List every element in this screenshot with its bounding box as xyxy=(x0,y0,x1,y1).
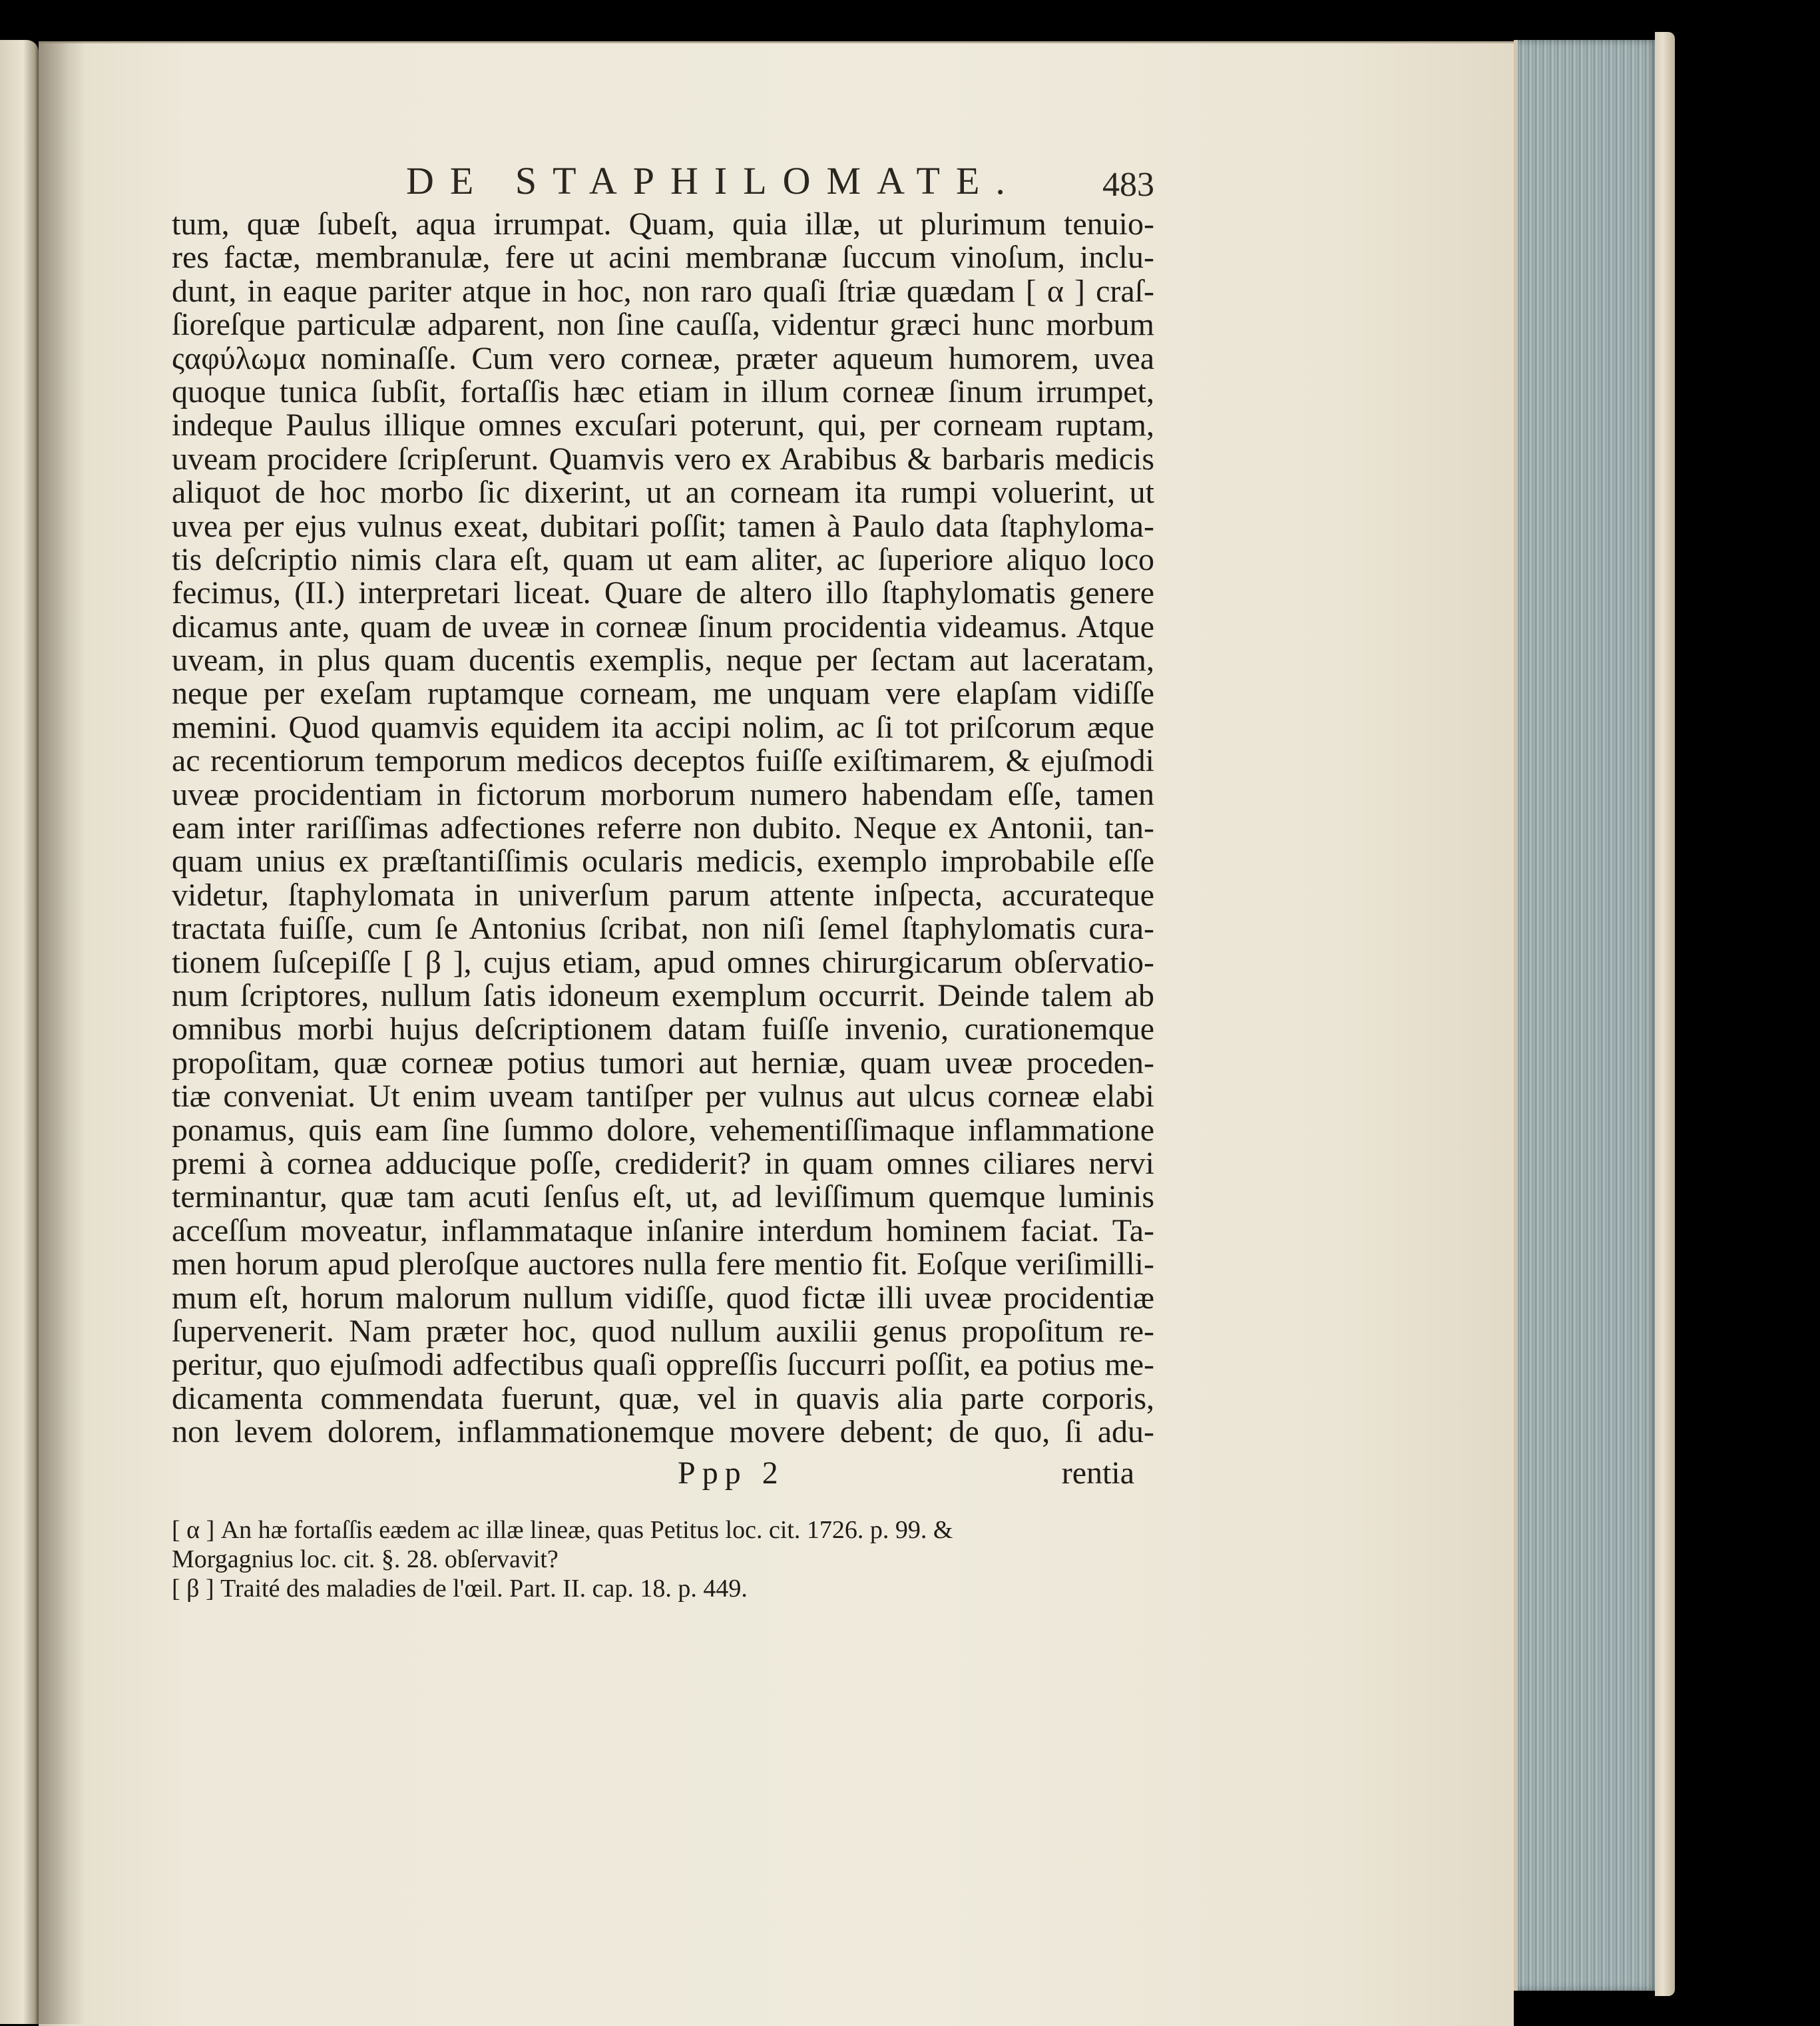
text-line: fecimus, (II.) interpretari liceat. Quare de altero illo ſtaphylomatis genere xyxy=(172,577,1154,611)
text-line: men horum apud pleroſque auctores nulla fere mentio fit. Eoſque veriſimilli- xyxy=(172,1248,1154,1282)
signature-mark: Ppp 2 xyxy=(678,1455,785,1491)
page-footer-row xyxy=(172,1455,1154,1495)
text-line: ςαφύλωμα nominaſſe. Cum vero corneæ, præter aqueum humorem, uvea xyxy=(172,342,1154,376)
text-line: tionem ſuſcepiſſe [ β ], cujus etiam, apud omnes chirurgicarum obſervatio- xyxy=(172,945,1154,979)
text-line: dicamus ante, quam de uveæ in corneæ ſinum procidentia videamus. Atque xyxy=(172,610,1154,644)
text-line: ſioreſque particulæ adparent, non ſine cauſſa, videntur græci hunc morbum xyxy=(172,308,1154,342)
text-line: tiæ conveniat. Ut enim uveam tantiſper per vulnus aut ulcus corneæ elabi xyxy=(172,1080,1154,1114)
text-line: videtur, ſtaphylomata in univerſum parum attente inſpecta, accurateque xyxy=(172,878,1154,913)
text-line: acceſſum moveatur, inflammataque inſanire interdum hominem faciat. Ta- xyxy=(172,1214,1154,1248)
text-line: res factæ, membranulæ, fere ut acini membranæ ſuccum vinoſum, inclu- xyxy=(172,241,1154,275)
text-line: quoque tunica ſubſit, fortaſſis hæc etiam in illum corneæ ſinum irrumpet, xyxy=(172,375,1154,409)
text-line: num ſcriptores, nullum ſatis idoneum exemplum occurrit. Deinde talem ab xyxy=(172,979,1154,1013)
text-line: mum eſt, horum malorum nullum vidiſſe, quod fictæ illi uveæ procidentiæ xyxy=(172,1281,1154,1315)
text-line: ponamus, quis eam ſine ſummo dolore, vehementiſſimaque inflammatione xyxy=(172,1113,1154,1147)
text-line: uveam, in plus quam ducentis exemplis, neque per ſectam aut laceratam, xyxy=(172,644,1154,678)
catchword: rentia xyxy=(1061,1455,1134,1491)
text-line: uvea per ejus vulnus exeat, dubitari poſſit; tamen à Paulo data ſtaphyloma- xyxy=(172,509,1154,543)
text-line: dicamenta commendata fuerunt, quæ, vel in quavis alia parte corporis, xyxy=(172,1382,1154,1416)
text-line: aliquot de hoc morbo ſic dixerint, ut an corneam ita rumpi voluerint, ut xyxy=(172,476,1154,510)
text-line: quam unius ex præſtantiſſimis ocularis medicis, exemplo improbabile eſſe xyxy=(172,845,1154,879)
footnote-line: Morgagnius loc. cit. §. 28. obſervavit? xyxy=(172,1545,559,1573)
text-line: indeque Paulus illique omnes excuſari poterunt, qui, per corneam ruptam, xyxy=(172,409,1154,443)
body-text xyxy=(172,208,1154,1449)
text-line: tum, quæ ſubeſt, aqua irrumpat. Quam, quia illæ, ut plurimum tenuio- xyxy=(172,208,1154,242)
book-cover-edge xyxy=(1655,32,1675,1996)
text-line: neque per exeſam ruptamque corneam, me unquam vere elapſam vidiſſe xyxy=(172,677,1154,711)
page-number: 483 xyxy=(1102,166,1154,204)
text-line: ſupervenerit. Nam præter hoc, quod nullum auxilii genus propoſitum re- xyxy=(172,1314,1154,1349)
page-gutter-shadow xyxy=(39,41,85,2024)
previous-page-edge xyxy=(0,40,39,2024)
book-page-edges xyxy=(1514,40,1659,1991)
text-line: tractata fuiſſe, cum ſe Antonius ſcribat, non niſi ſemel ſtaphylomatis cura- xyxy=(172,912,1154,946)
text-line: memini. Quod quamvis equidem ita accipi nolim, ac ſi tot priſcorum æque xyxy=(172,710,1154,745)
text-line: peritur, quo ejuſmodi adfectibus quaſi oppreſſis ſuccurri poſſit, ea potius me- xyxy=(172,1348,1154,1382)
text-line: tis deſcriptio nimis clara eſt, quam ut eam aliter, ac ſuperiore aliquo loco xyxy=(172,543,1154,577)
text-line: ac recentiorum temporum medicos deceptos fuiſſe exiſtimarem, & ejuſmodi xyxy=(172,744,1154,778)
footnotes xyxy=(172,1515,1154,1603)
text-line: propoſitam, quæ corneæ potius tumori aut herniæ, quam uveæ proceden- xyxy=(172,1046,1154,1081)
running-title: DE STAPHILOMATE. xyxy=(406,159,1021,202)
text-line: omnibus morbi hujus deſcriptionem datam fuiſſe invenio, curationemque xyxy=(172,1013,1154,1047)
footnote-line: [ β ] Traité des maladies de l'œil. Part. II. cap. 18. p. 449. xyxy=(172,1575,748,1603)
footnote-line: [ α ] An hæ fortaſſis eædem ac illæ lineæ, quas Petitus loc. cit. 1726. p. 99. & xyxy=(172,1516,953,1544)
text-line: non levem dolorem, inflammationemque movere debent; de quo, ſi adu- xyxy=(172,1415,1154,1449)
text-line: uveam procidere ſcripſerunt. Quamvis vero ex Arabibus & barbaris medicis xyxy=(172,442,1154,477)
text-line: eam inter rariſſimas adfectiones referre non dubito. Neque ex Antonii, tan- xyxy=(172,812,1154,846)
text-line: premi à cornea adducique poſſe, crediderit? in quam omnes ciliares nervi xyxy=(172,1146,1154,1181)
text-line: uveæ procidentiam in fictorum morborum numero habendam eſſe, tamen xyxy=(172,778,1154,812)
text-line: dunt, in eaque pariter atque in hoc, non raro quaſi ſtriæ quædam [ α ] craſ- xyxy=(172,274,1154,309)
text-line: terminantur, quæ tam acuti ſenſus eſt, ut, ad leviſſimum quemque luminis xyxy=(172,1180,1154,1214)
